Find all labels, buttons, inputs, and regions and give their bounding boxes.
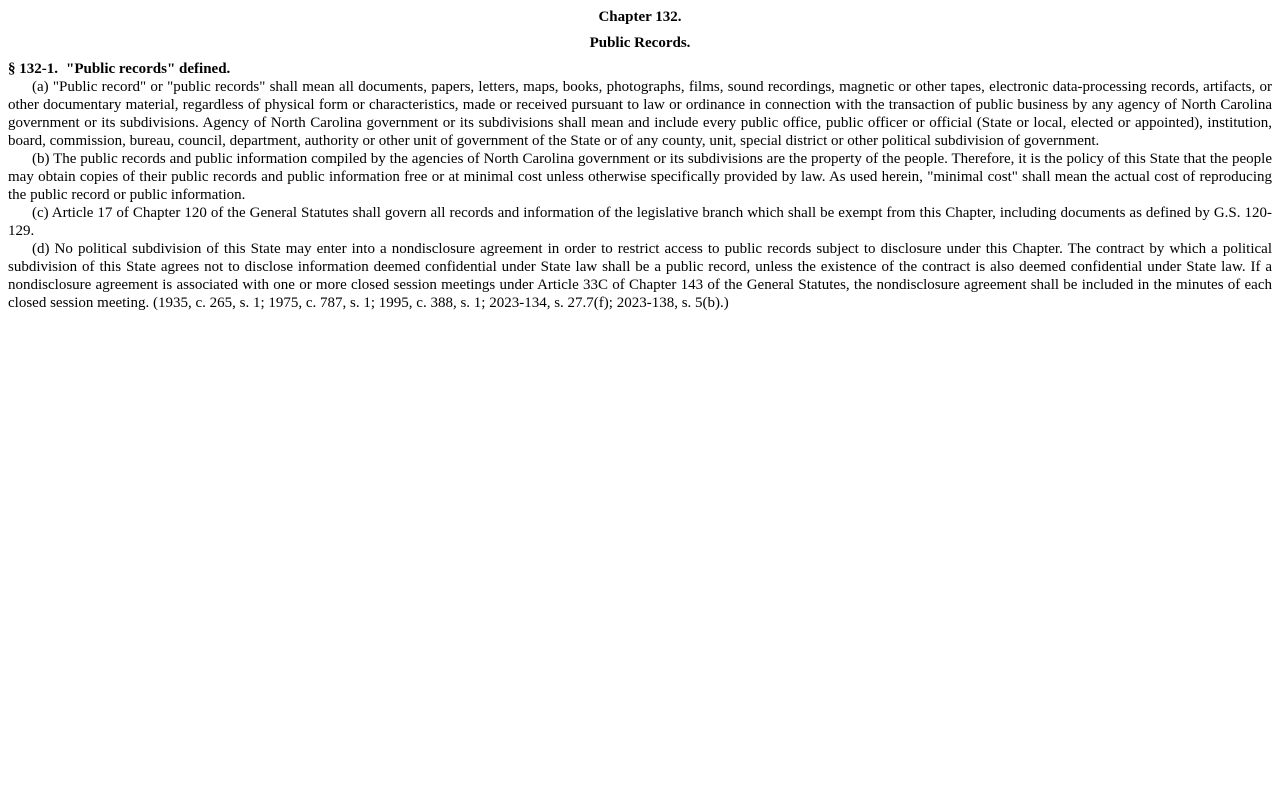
chapter-title: Public Records. [589,35,691,51]
section-title: "Public records" defined. [66,61,231,77]
section-number: § 132-1. [8,61,58,77]
section-heading [8,60,1272,78]
chapter-number: Chapter 132. [598,9,682,25]
paragraph-a: (a) "Public record" or "public records" shall mean all documents, papers, letters, maps, books, photographs, films, sound recordings, magnetic or other tapes, electronic data-processing records, artifacts, or other documentary material, regardless of physical form or characteristics, made or received pursuant to law or ordinance in connection with the transaction of public business by any agency of North Carolina government or its subdivisions. Agency of North Carolina government or its subdivisions shall mean and include every public office, public officer or official (State or local, elected or appointed), institution, board, commission, bureau, council, department, authority or other unit of government of the State or of any county, unit, special district or other political subdivision of government. [8,79,1272,149]
paragraph-c: (c) Article 17 of Chapter 120 of the General Statutes shall govern all records and information of the legislative branch which shall be exempt from this Chapter, including documents as defined by G.S. 120-129. [8,205,1272,239]
paragraph-d: (d) No political subdivision of this State may enter into a nondisclosure agreement in order to restrict access to public records subject to disclosure under this Chapter. The contract by which a political subdivision of this State agrees not to disclose information deemed confidential under State law shall be a public record, unless the existence of the contract is also deemed confidential under State law. If a nondisclosure agreement is associated with one or more closed session meetings under Article 33C of Chapter 143 of the General Statutes, the nondisclosure agreement shall be included in the minutes of each closed session meeting. (1935, c. 265, s. 1; 1975, c. 787, s. 1; 1995, c. 388, s. 1; 2023-134, s. 27.7(f); 2023-138, s. 5(b).) [8,241,1272,311]
paragraph-b: (b) The public records and public information compiled by the agencies of North Carolina government or its subdivisions are the property of the people. Therefore, it is the policy of this State that the people may obtain copies of their public records and public information free or at minimal cost unless otherwise specifically provided by law. As used herein, "minimal cost" shall mean the actual cost of reproducing the public record or public information. [8,151,1272,203]
statute-page [0,0,1280,312]
